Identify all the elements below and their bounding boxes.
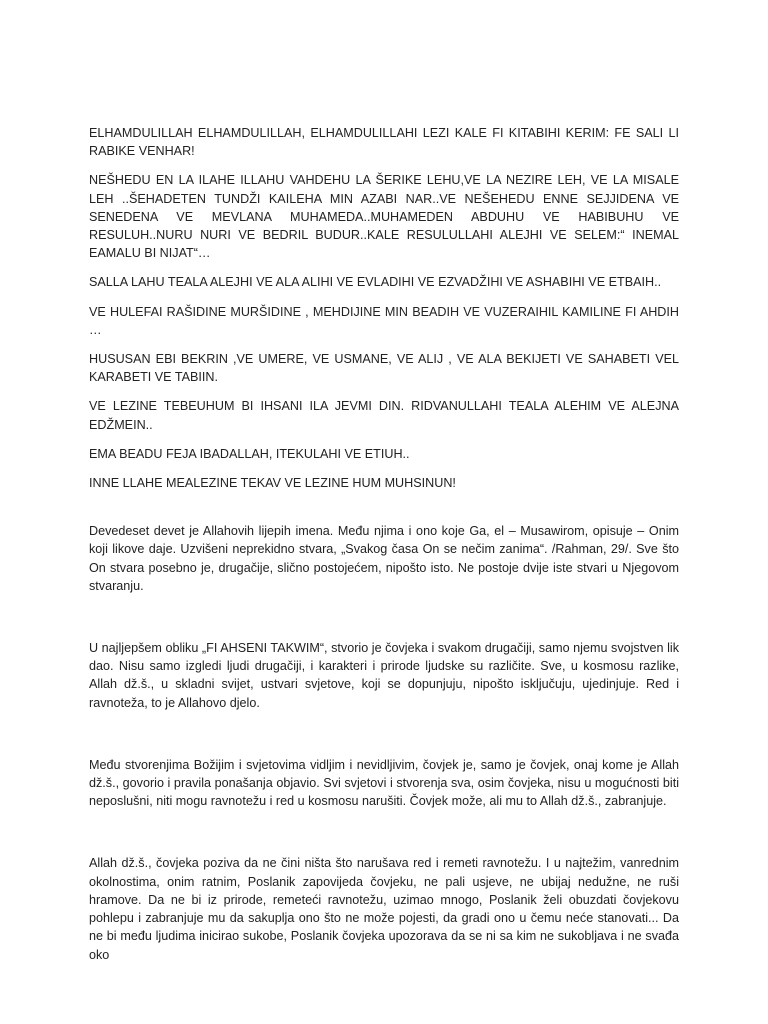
opening-paragraph: EMA BEADU FEJA IBADALLAH, ITEKULAHI VE ETIUH.. — [89, 446, 410, 461]
body-paragraph: U najljepšem obliku „FI AHSENI TAKWIM“, stvorio je čovjeka i svakom drugačiji, samo njemu svojstven lik dao. Nisu samo izgledi ljudi drugačiji, i karakteri i prirode ljudske su različite. Sve, u kosmosu razlike, Allah dž.š., u skladni svijet, ustvari svjetove, koji se dopunjuju, nipošto isključuju, ujedinjuje. Red i ravnoteža, to je Allahovo djelo. — [89, 641, 679, 710]
opening-paragraph: SALLA LAHU TEALA ALEJHI VE ALA ALIHI VE EVLADIHI VE EZVADŽIHI VE ASHABIHI VE ETBAIH.. — [89, 275, 662, 290]
opening-paragraph: VE LEZINE TEBEUHUM BI IHSANI ILA JEVMI DIN. RIDVANULLAHI TEALA ALEHIM VE ALEJNA EDŽMEIN.. — [89, 399, 679, 432]
body-paragraph: Među stvorenjima Božijim i svjetovima vidljim i nevidljivim, čovjek je, samo je čovjek, onaj kome je Allah dž.š., govorio i pravila ponašanja objavio. Svi svjetovi i stvorenja sva, osim čovjeka, nisu u mogućnosti biti neposlušni, niti mogu ravnotežu i red u kosmosu narušiti. Čovjek može, ali mu to Allah dž.š., zabranjuje. — [89, 757, 679, 809]
opening-paragraph: INNE LLAHE MEALEZINE TEKAV VE LEZINE HUM MUHSINUN! — [89, 476, 456, 491]
body-paragraph: Devedeset devet je Allahovih lijepih imena. Među njima i ono koje Ga, el – Musawirom, opisuje – Onim koji likove daje. Uzvišeni neprekidno stvara, „Svakog časa On se nečim zanima“. /Rahman, 29/. Sve što On stvara posebno je, drugačije, slično postojećem, nipošto isto. Ne postoje dvije iste stvari u Njegovom stvaranju. — [89, 524, 679, 593]
sermon-opening — [89, 124, 679, 492]
sermon-body — [89, 522, 679, 963]
body-paragraph: Allah dž.š., čovjeka poziva da ne čini ništa što narušava red i remeti ravnotežu. I u najtežim, vanrednim okolnostima, onim ratnim, Poslanik zapovijeda čovjeku, ne pali usjeve, ne ubijaj nedužne, ne ruši hramove. Da ne bi iz prirode, remeteći ravnotežu, uzimao mnogo, Poslanik želi obuzdati čovjekovu pohlepu i zabranjuje mu da sakuplja ono što ne može pojesti, da gradi ono u čemu neće stanovati... Da ne bi među ljudima inicirao sukobe, Poslanik čovjeka upozorava da se ni sa kim ne sukobljava i ne svađa oko — [89, 856, 679, 962]
opening-paragraph: VE HULEFAI RAŠIDINE MURŠIDINE , MEHDIJINE MIN BEADIH VE VUZERAIHIL KAMILINE FI AHDIH … — [89, 304, 679, 337]
opening-paragraph: ELHAMDULILLAH ELHAMDULILLAH, ELHAMDULILLAHI LEZI KALE FI KITABIHI KERIM: FE SALI LI RABIKE VENHAR! — [89, 126, 679, 159]
opening-paragraph: HUSUSAN EBI BEKRIN ,VE UMERE, VE USMANE, VE ALIJ , VE ALA BEKIJETI VE SAHABETI VEL KARABETI VE TABIIN. — [89, 352, 679, 385]
document-content — [89, 124, 679, 1008]
opening-paragraph: NEŠHEDU EN LA ILAHE ILLAHU VAHDEHU LA ŠERIKE LEHU,VE LA NEZIRE LEH, VE LA MISALE LEH ..ŠEHADETEN TUNDŽI KAILEHA MIN AZABI NAR..VE NEŠEHEDU ENNE SEJJIDENA VE SENEDENA VE MEVLANA MUHAMEDA..MUHAMEDEN ABDUHU VE HABIBUHU VE RESULUH..NURU NURI VE BEDRIL BUDUR..KALE RESULULLAHI ALEJHI VE SELEM:“ INEMAL EAMALU BI NIJAT“… — [89, 173, 679, 261]
